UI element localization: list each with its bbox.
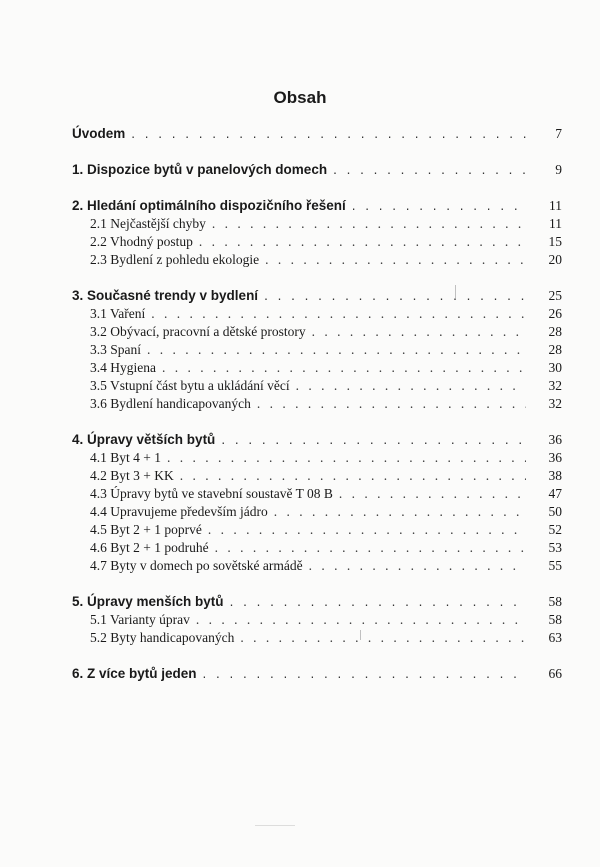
scan-mark xyxy=(360,630,361,640)
toc-subsection-entry[interactable] xyxy=(72,449,562,467)
dot-leader xyxy=(240,629,526,647)
toc-entry-label: 3. Současné trendy v bydlení xyxy=(72,288,259,303)
toc-chapter-entry[interactable] xyxy=(72,431,562,449)
toc-page-number: 47 xyxy=(548,486,562,501)
toc-entry-label: 3.1 Vaření xyxy=(90,306,146,321)
toc-page-number: 66 xyxy=(548,666,562,681)
toc-subsection-entry[interactable] xyxy=(72,521,562,539)
dot-leader xyxy=(230,593,526,611)
toc-section xyxy=(72,161,562,179)
toc-page-number: 28 xyxy=(548,342,562,357)
toc-subsection-entry[interactable] xyxy=(72,359,562,377)
toc-subsection-entry[interactable] xyxy=(72,377,562,395)
toc-entry-label: 4.7 Byty v domech po sovětské armádě xyxy=(90,558,303,573)
toc-entry-label: 3.3 Spaní xyxy=(90,342,142,357)
toc-page-number: 9 xyxy=(555,162,562,177)
dot-leader xyxy=(312,323,526,341)
dot-leader xyxy=(196,611,526,629)
toc-section xyxy=(72,665,562,683)
dot-leader xyxy=(274,503,526,521)
toc-page-number: 50 xyxy=(548,504,562,519)
dot-leader xyxy=(309,557,526,575)
toc-entry-label: 4. Úpravy větších bytů xyxy=(72,432,216,447)
toc-chapter-entry[interactable] xyxy=(72,665,562,683)
dot-leader xyxy=(212,215,526,233)
toc-entry-label: 2.1 Nejčastější chyby xyxy=(90,216,206,231)
toc-chapter-entry[interactable] xyxy=(72,125,562,143)
dot-leader xyxy=(199,233,526,251)
toc-page-number: 28 xyxy=(548,324,562,339)
toc-entry-label: 4.3 Úpravy bytů ve stavební soustavě T 08 B xyxy=(90,486,333,501)
toc-subsection-entry[interactable] xyxy=(72,629,562,647)
toc-subsection-entry[interactable] xyxy=(72,503,562,521)
toc-subsection-entry[interactable] xyxy=(72,233,562,251)
dot-leader xyxy=(339,485,526,503)
toc-entry-label: 1. Dispozice bytů v panelových domech xyxy=(72,162,328,177)
dot-leader xyxy=(131,125,526,143)
toc-page-number: 15 xyxy=(548,234,562,249)
dot-leader xyxy=(208,521,526,539)
dot-leader xyxy=(257,395,526,413)
toc-entry-label: 5.2 Byty handicapovaných xyxy=(90,630,235,645)
dot-leader xyxy=(265,251,526,269)
toc-section xyxy=(72,287,562,413)
toc-subsection-entry[interactable] xyxy=(72,611,562,629)
toc-entry-label: 4.2 Byt 3 + KK xyxy=(90,468,174,483)
toc-page-number: 55 xyxy=(548,558,562,573)
toc-chapter-entry[interactable] xyxy=(72,287,562,305)
toc-page-number: 58 xyxy=(548,594,562,609)
toc-subsection-entry[interactable] xyxy=(72,557,562,575)
dot-leader xyxy=(264,287,526,305)
toc-subsection-entry[interactable] xyxy=(72,305,562,323)
toc-page-number: 20 xyxy=(548,252,562,267)
toc-page-number: 63 xyxy=(548,630,562,645)
toc-page-number: 52 xyxy=(548,522,562,537)
dot-leader xyxy=(151,305,526,323)
toc-subsection-entry[interactable] xyxy=(72,341,562,359)
toc-page-number: 58 xyxy=(548,612,562,627)
toc-section xyxy=(72,593,562,647)
toc-page-number: 26 xyxy=(548,306,562,321)
toc-page-number: 38 xyxy=(548,468,562,483)
toc-subsection-entry[interactable] xyxy=(72,485,562,503)
toc-chapter-entry[interactable] xyxy=(72,197,562,215)
toc-entry-label: 4.1 Byt 4 + 1 xyxy=(90,450,161,465)
toc-section xyxy=(72,431,562,575)
toc-subsection-entry[interactable] xyxy=(72,467,562,485)
toc-chapter-entry[interactable] xyxy=(72,161,562,179)
toc-page-number: 30 xyxy=(548,360,562,375)
toc-entry-label: 2.2 Vhodný postup xyxy=(90,234,193,249)
toc-page-number: 7 xyxy=(555,126,562,141)
dot-leader xyxy=(333,161,526,179)
toc-entry-label: 2.3 Bydlení z pohledu ekologie xyxy=(90,252,260,267)
page-title: Obsah xyxy=(273,88,327,107)
toc-entry-label: Úvodem xyxy=(72,126,126,141)
toc-entry-label: 5.1 Varianty úprav xyxy=(90,612,190,627)
toc-entry-label: 2. Hledání optimálního dispozičního řešení xyxy=(72,198,346,213)
toc-entry-label: 3.4 Hygiena xyxy=(90,360,156,375)
dot-leader xyxy=(147,341,526,359)
toc-entry-label: 6. Z více bytů jeden xyxy=(72,666,197,681)
dot-leader xyxy=(221,431,526,449)
dot-leader xyxy=(180,467,526,485)
toc-entry-label: 3.6 Bydlení handicapovaných xyxy=(90,396,251,411)
toc-entry-label: 5. Úpravy menších bytů xyxy=(72,594,224,609)
dot-leader xyxy=(296,377,526,395)
toc-page-number: 53 xyxy=(548,540,562,555)
dot-leader xyxy=(352,197,526,215)
toc-entry-label: 3.2 Obývací, pracovní a dětské prostory xyxy=(90,324,306,339)
toc-page-number: 36 xyxy=(548,450,562,465)
dot-leader xyxy=(215,539,526,557)
toc-section xyxy=(72,125,562,143)
toc-entry-label: 3.5 Vstupní část bytu a ukládání věcí xyxy=(90,378,290,393)
toc-entry-label: 4.6 Byt 2 + 1 podruhé xyxy=(90,540,209,555)
toc-subsection-entry[interactable] xyxy=(72,215,562,233)
toc-subsection-entry[interactable] xyxy=(72,251,562,269)
toc-page-number: 32 xyxy=(548,378,562,393)
toc-subsection-entry[interactable] xyxy=(72,323,562,341)
toc-chapter-entry[interactable] xyxy=(72,593,562,611)
scan-mark xyxy=(455,285,456,299)
toc-subsection-entry[interactable] xyxy=(72,539,562,557)
toc-page-number: 11 xyxy=(549,216,562,231)
toc-page-number: 11 xyxy=(549,198,562,213)
toc-entry-label: 4.5 Byt 2 + 1 poprvé xyxy=(90,522,202,537)
table-of-contents xyxy=(72,125,562,701)
toc-page-number: 32 xyxy=(548,396,562,411)
toc-page-number: 25 xyxy=(548,288,562,303)
scan-mark xyxy=(255,825,295,826)
dot-leader xyxy=(203,665,526,683)
toc-page-number: 36 xyxy=(548,432,562,447)
toc-subsection-entry[interactable] xyxy=(72,395,562,413)
dot-leader xyxy=(162,359,526,377)
toc-entry-label: 4.4 Upravujeme především jádro xyxy=(90,504,268,519)
toc-section xyxy=(72,197,562,269)
dot-leader xyxy=(167,449,526,467)
